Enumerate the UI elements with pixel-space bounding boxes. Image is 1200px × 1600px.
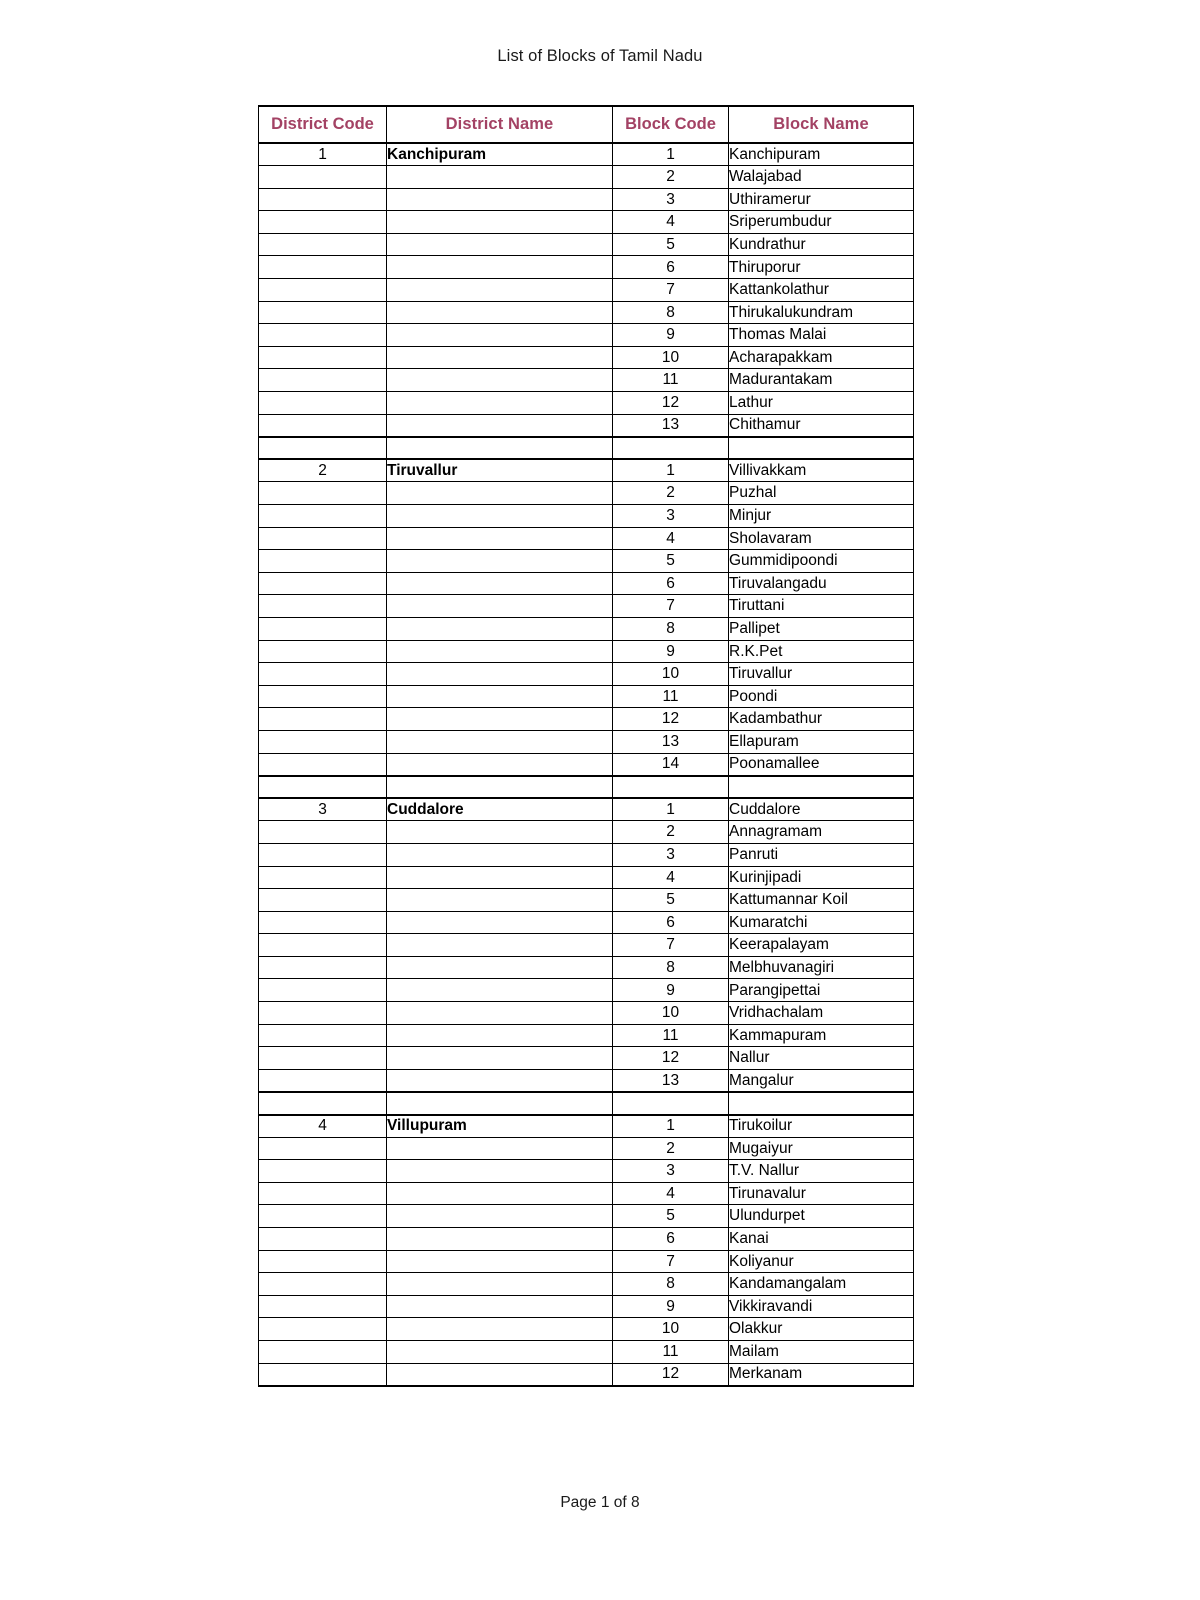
table-row [259, 889, 914, 912]
cell-district-name [387, 346, 613, 369]
cell-block-name: Vridhachalam [729, 1002, 914, 1025]
cell-block-name: Tirunavalur [729, 1182, 914, 1205]
cell-district-name [387, 1363, 613, 1386]
district-separator-row [259, 437, 914, 460]
table-row [259, 1115, 914, 1138]
cell-district-name [387, 301, 613, 324]
cell-block-name: Pallipet [729, 617, 914, 640]
table-row [259, 459, 914, 482]
cell-block-code: 2 [613, 166, 729, 189]
cell-block-code: 6 [613, 256, 729, 279]
table-row [259, 979, 914, 1002]
table-row [259, 640, 914, 663]
table-row [259, 843, 914, 866]
cell-block-name: Mangalur [729, 1069, 914, 1092]
cell-district-name [387, 934, 613, 957]
cell-block-name: Chithamur [729, 414, 914, 437]
cell-block-name: Acharapakkam [729, 346, 914, 369]
cell-block-name: Kurinjipadi [729, 866, 914, 889]
cell-district-code [259, 1273, 387, 1296]
cell-block-name: Thomas Malai [729, 324, 914, 347]
cell-block-code: 5 [613, 233, 729, 256]
cell-block-name: Kundrathur [729, 233, 914, 256]
table-row [259, 866, 914, 889]
cell-district-name [387, 369, 613, 392]
cell-district-name [387, 1002, 613, 1025]
cell-block-name: Gummidipoondi [729, 550, 914, 573]
cell-district-code [259, 1182, 387, 1205]
cell-block-name: Parangipettai [729, 979, 914, 1002]
table-row [259, 1205, 914, 1228]
cell-block-code: 13 [613, 1069, 729, 1092]
table-row [259, 1160, 914, 1183]
table-row [259, 482, 914, 505]
separator-cell [729, 437, 914, 460]
cell-district-code [259, 640, 387, 663]
cell-block-name: Madurantakam [729, 369, 914, 392]
table-row [259, 1318, 914, 1341]
cell-block-code: 3 [613, 188, 729, 211]
cell-district-code [259, 188, 387, 211]
cell-block-code: 3 [613, 1160, 729, 1183]
cell-block-name: Poondi [729, 685, 914, 708]
column-header-block-code: Block Code [613, 106, 729, 143]
cell-block-code: 5 [613, 889, 729, 912]
cell-block-name: Kumaratchi [729, 911, 914, 934]
separator-cell [729, 776, 914, 799]
cell-district-code [259, 1250, 387, 1273]
district-separator-row [259, 1092, 914, 1115]
cell-block-name: Annagramam [729, 821, 914, 844]
cell-district-name [387, 324, 613, 347]
separator-cell [259, 776, 387, 799]
table-row [259, 369, 914, 392]
cell-district-code [259, 256, 387, 279]
cell-block-code: 10 [613, 1002, 729, 1025]
cell-block-code: 2 [613, 1137, 729, 1160]
blocks-table-container [258, 105, 913, 1387]
cell-block-code: 3 [613, 843, 729, 866]
district-separator-row [259, 776, 914, 799]
cell-block-name: R.K.Pet [729, 640, 914, 663]
cell-district-name [387, 956, 613, 979]
cell-district-name [387, 821, 613, 844]
cell-district-code: 2 [259, 459, 387, 482]
cell-district-code [259, 595, 387, 618]
cell-block-name: Melbhuvanagiri [729, 956, 914, 979]
cell-district-name [387, 1273, 613, 1296]
cell-district-name [387, 1137, 613, 1160]
cell-block-code: 14 [613, 753, 729, 776]
separator-cell [387, 437, 613, 460]
table-row [259, 753, 914, 776]
cell-block-code: 12 [613, 1363, 729, 1386]
cell-district-name [387, 685, 613, 708]
cell-block-code: 12 [613, 1047, 729, 1070]
cell-block-code: 1 [613, 459, 729, 482]
cell-block-code: 7 [613, 934, 729, 957]
cell-block-code: 6 [613, 572, 729, 595]
cell-district-code [259, 482, 387, 505]
cell-district-code [259, 979, 387, 1002]
cell-block-name: Mugaiyur [729, 1137, 914, 1160]
cell-district-code [259, 211, 387, 234]
separator-cell [729, 1092, 914, 1115]
cell-district-code [259, 866, 387, 889]
cell-block-name: Thiruporur [729, 256, 914, 279]
cell-block-name: Nallur [729, 1047, 914, 1070]
cell-block-name: Ellapuram [729, 730, 914, 753]
cell-district-name [387, 979, 613, 1002]
cell-district-name [387, 256, 613, 279]
table-row [259, 617, 914, 640]
cell-district-name [387, 188, 613, 211]
cell-district-code [259, 1002, 387, 1025]
cell-block-name: Keerapalayam [729, 934, 914, 957]
cell-district-code [259, 821, 387, 844]
cell-block-code: 13 [613, 414, 729, 437]
cell-block-name: Walajabad [729, 166, 914, 189]
cell-block-code: 4 [613, 866, 729, 889]
cell-district-name [387, 708, 613, 731]
cell-district-name [387, 1182, 613, 1205]
cell-block-code: 10 [613, 346, 729, 369]
cell-district-name [387, 753, 613, 776]
cell-block-code: 2 [613, 482, 729, 505]
cell-block-name: Tiruvalangadu [729, 572, 914, 595]
cell-block-name: Ulundurpet [729, 1205, 914, 1228]
table-row [259, 414, 914, 437]
separator-cell [387, 776, 613, 799]
cell-district-name: Tiruvallur [387, 459, 613, 482]
cell-block-code: 8 [613, 1273, 729, 1296]
cell-block-name: Vikkiravandi [729, 1295, 914, 1318]
cell-block-code: 7 [613, 279, 729, 302]
cell-district-name [387, 1318, 613, 1341]
cell-district-name [387, 279, 613, 302]
cell-block-code: 5 [613, 1205, 729, 1228]
cell-block-name: Tiruttani [729, 595, 914, 618]
cell-block-name: Tiruvallur [729, 663, 914, 686]
cell-district-code [259, 301, 387, 324]
cell-block-code: 3 [613, 505, 729, 528]
cell-district-code [259, 572, 387, 595]
cell-block-code: 1 [613, 1115, 729, 1138]
separator-cell [613, 776, 729, 799]
cell-block-code: 10 [613, 1318, 729, 1341]
cell-block-name: Sholavaram [729, 527, 914, 550]
table-row [259, 1047, 914, 1070]
cell-district-code [259, 1363, 387, 1386]
table-row [259, 1182, 914, 1205]
cell-block-name: Kandamangalam [729, 1273, 914, 1296]
cell-district-name [387, 595, 613, 618]
separator-cell [387, 1092, 613, 1115]
cell-district-name [387, 1160, 613, 1183]
cell-district-name [387, 233, 613, 256]
cell-block-code: 8 [613, 956, 729, 979]
cell-block-name: Olakkur [729, 1318, 914, 1341]
cell-district-code [259, 843, 387, 866]
table-row [259, 1250, 914, 1273]
cell-district-name [387, 1069, 613, 1092]
table-row [259, 346, 914, 369]
cell-district-name [387, 1205, 613, 1228]
cell-block-name: Minjur [729, 505, 914, 528]
cell-district-name [387, 166, 613, 189]
cell-district-code [259, 1160, 387, 1183]
cell-block-code: 13 [613, 730, 729, 753]
cell-district-code [259, 346, 387, 369]
cell-block-code: 4 [613, 527, 729, 550]
cell-district-code [259, 414, 387, 437]
cell-district-code [259, 1295, 387, 1318]
cell-block-code: 8 [613, 301, 729, 324]
cell-block-code: 10 [613, 663, 729, 686]
cell-block-code: 8 [613, 617, 729, 640]
cell-block-code: 9 [613, 1295, 729, 1318]
cell-district-code [259, 550, 387, 573]
cell-district-code [259, 1205, 387, 1228]
table-row [259, 166, 914, 189]
table-row [259, 324, 914, 347]
table-body [259, 143, 914, 1386]
cell-district-name [387, 640, 613, 663]
cell-block-code: 5 [613, 550, 729, 573]
cell-district-code [259, 753, 387, 776]
cell-block-code: 6 [613, 911, 729, 934]
cell-district-name [387, 889, 613, 912]
cell-district-code [259, 889, 387, 912]
cell-block-name: Kanchipuram [729, 143, 914, 166]
cell-block-name: Panruti [729, 843, 914, 866]
cell-block-code: 4 [613, 1182, 729, 1205]
cell-district-name [387, 1047, 613, 1070]
cell-block-code: 11 [613, 1024, 729, 1047]
table-row [259, 505, 914, 528]
cell-block-name: Thirukalukundram [729, 301, 914, 324]
cell-district-code: 4 [259, 1115, 387, 1138]
cell-block-name: Kattumannar Koil [729, 889, 914, 912]
cell-district-name [387, 1024, 613, 1047]
cell-district-name [387, 866, 613, 889]
table-row [259, 527, 914, 550]
table-row [259, 233, 914, 256]
cell-block-name: Uthiramerur [729, 188, 914, 211]
table-row [259, 572, 914, 595]
cell-district-name: Kanchipuram [387, 143, 613, 166]
cell-district-name: Villupuram [387, 1115, 613, 1138]
table-row [259, 663, 914, 686]
cell-block-code: 12 [613, 392, 729, 415]
cell-block-code: 11 [613, 369, 729, 392]
cell-district-name: Cuddalore [387, 798, 613, 821]
table-row [259, 1363, 914, 1386]
cell-block-code: 7 [613, 595, 729, 618]
table-row [259, 798, 914, 821]
table-row [259, 595, 914, 618]
cell-block-name: Cuddalore [729, 798, 914, 821]
table-row [259, 211, 914, 234]
cell-block-code: 9 [613, 979, 729, 1002]
cell-district-code [259, 369, 387, 392]
cell-block-name: Mailam [729, 1340, 914, 1363]
cell-district-code [259, 934, 387, 957]
cell-block-name: Merkanam [729, 1363, 914, 1386]
cell-district-name [387, 1228, 613, 1251]
cell-district-name [387, 617, 613, 640]
separator-cell [613, 1092, 729, 1115]
cell-block-code: 1 [613, 798, 729, 821]
separator-cell [613, 437, 729, 460]
cell-district-code [259, 1137, 387, 1160]
cell-district-code [259, 527, 387, 550]
cell-block-name: T.V. Nallur [729, 1160, 914, 1183]
cell-block-name: Villivakkam [729, 459, 914, 482]
table-row [259, 550, 914, 573]
column-header-district-code: District Code [259, 106, 387, 143]
cell-block-code: 2 [613, 821, 729, 844]
table-row [259, 256, 914, 279]
table-row [259, 279, 914, 302]
cell-district-code: 1 [259, 143, 387, 166]
cell-block-name: Koliyanur [729, 1250, 914, 1273]
table-row [259, 821, 914, 844]
cell-block-name: Kanai [729, 1228, 914, 1251]
cell-district-code [259, 279, 387, 302]
cell-block-code: 11 [613, 1340, 729, 1363]
table-header-row [259, 106, 914, 143]
cell-block-code: 7 [613, 1250, 729, 1273]
cell-district-code [259, 1069, 387, 1092]
table-row [259, 1002, 914, 1025]
cell-block-name: Tirukoilur [729, 1115, 914, 1138]
cell-district-name [387, 482, 613, 505]
table-row [259, 301, 914, 324]
table-row [259, 956, 914, 979]
cell-block-name: Puzhal [729, 482, 914, 505]
cell-district-name [387, 527, 613, 550]
table-row [259, 1340, 914, 1363]
cell-block-name: Kadambathur [729, 708, 914, 731]
table-row [259, 188, 914, 211]
cell-block-code: 4 [613, 211, 729, 234]
table-row [259, 911, 914, 934]
table-row [259, 143, 914, 166]
cell-block-name: Kammapuram [729, 1024, 914, 1047]
cell-district-code [259, 505, 387, 528]
separator-cell [259, 437, 387, 460]
cell-district-code [259, 233, 387, 256]
table-row [259, 934, 914, 957]
cell-district-code [259, 1047, 387, 1070]
cell-district-name [387, 211, 613, 234]
table-row [259, 1069, 914, 1092]
cell-block-code: 9 [613, 640, 729, 663]
table-row [259, 1295, 914, 1318]
cell-district-code [259, 911, 387, 934]
cell-district-code: 3 [259, 798, 387, 821]
blocks-table [258, 105, 914, 1387]
cell-district-name [387, 1250, 613, 1273]
table-row [259, 1024, 914, 1047]
cell-district-name [387, 663, 613, 686]
cell-block-name: Poonamallee [729, 753, 914, 776]
cell-district-name [387, 550, 613, 573]
table-row [259, 708, 914, 731]
cell-district-name [387, 505, 613, 528]
cell-district-code [259, 392, 387, 415]
cell-block-code: 12 [613, 708, 729, 731]
table-row [259, 730, 914, 753]
cell-district-code [259, 663, 387, 686]
cell-district-code [259, 708, 387, 731]
cell-district-code [259, 324, 387, 347]
table-row [259, 1273, 914, 1296]
cell-district-code [259, 166, 387, 189]
cell-district-code [259, 1024, 387, 1047]
cell-district-name [387, 1340, 613, 1363]
column-header-district-name: District Name [387, 106, 613, 143]
cell-district-code [259, 1318, 387, 1341]
cell-district-code [259, 685, 387, 708]
cell-block-name: Sriperumbudur [729, 211, 914, 234]
cell-district-name [387, 843, 613, 866]
cell-district-name [387, 911, 613, 934]
cell-district-name [387, 572, 613, 595]
cell-block-code: 11 [613, 685, 729, 708]
cell-district-name [387, 730, 613, 753]
cell-block-code: 9 [613, 324, 729, 347]
table-header [259, 106, 914, 143]
cell-block-code: 1 [613, 143, 729, 166]
page-title: List of Blocks of Tamil Nadu [497, 47, 703, 65]
table-row [259, 392, 914, 415]
cell-district-name [387, 1295, 613, 1318]
page-footer: Page 1 of 8 [560, 1494, 640, 1511]
table-row [259, 1137, 914, 1160]
cell-district-name [387, 392, 613, 415]
cell-block-name: Kattankolathur [729, 279, 914, 302]
cell-district-code [259, 617, 387, 640]
cell-block-name: Lathur [729, 392, 914, 415]
separator-cell [259, 1092, 387, 1115]
cell-district-code [259, 730, 387, 753]
cell-district-name [387, 414, 613, 437]
cell-block-code: 6 [613, 1228, 729, 1251]
table-row [259, 685, 914, 708]
cell-district-code [259, 1340, 387, 1363]
cell-district-code [259, 956, 387, 979]
table-row [259, 1228, 914, 1251]
cell-district-code [259, 1228, 387, 1251]
column-header-block-name: Block Name [729, 106, 914, 143]
